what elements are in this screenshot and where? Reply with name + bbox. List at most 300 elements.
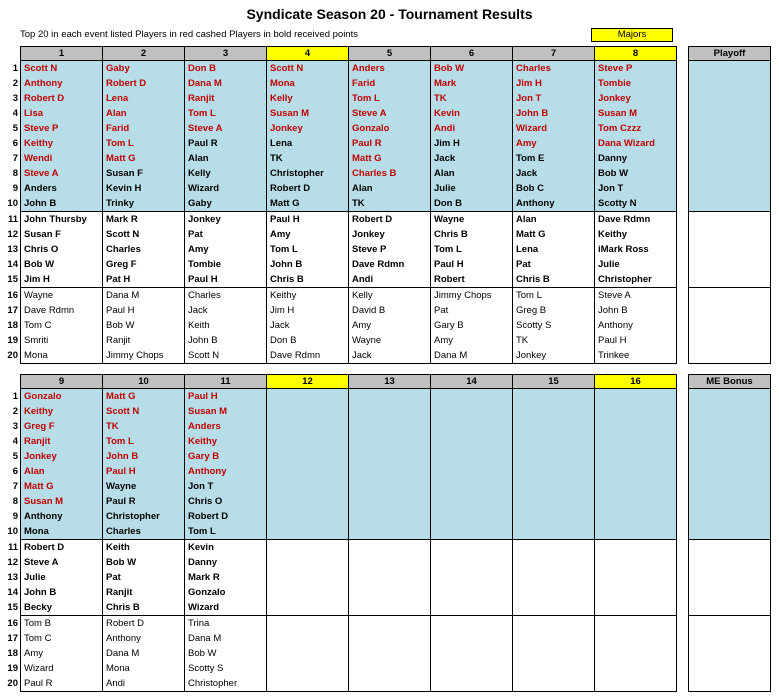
side-cell <box>689 212 771 228</box>
table-row <box>2 181 677 196</box>
player-cell: Kelly <box>267 91 349 106</box>
player-cell: Andi <box>349 272 431 288</box>
player-cell <box>595 464 677 479</box>
event-header: 10 <box>103 375 185 389</box>
player-cell: Danny <box>185 555 267 570</box>
row-number: 13 <box>7 244 18 255</box>
player-cell: Wendi <box>21 151 103 166</box>
player-cell: Dana M <box>431 348 513 364</box>
row-number: 19 <box>7 663 18 674</box>
player-cell: Scott N <box>267 61 349 77</box>
player-cell <box>349 646 431 661</box>
player-cell <box>595 600 677 616</box>
player-cell: Steve P <box>595 61 677 77</box>
player-cell <box>431 479 513 494</box>
player-cell: Dana M <box>103 646 185 661</box>
player-cell <box>513 631 595 646</box>
player-cell <box>513 646 595 661</box>
player-cell <box>513 540 595 556</box>
side-cell <box>689 404 771 419</box>
player-cell <box>267 464 349 479</box>
player-cell: Jim H <box>21 272 103 288</box>
player-cell <box>595 434 677 449</box>
player-cell <box>513 616 595 632</box>
player-cell: John B <box>513 106 595 121</box>
player-cell: Tom L <box>513 288 595 304</box>
side-cell <box>689 555 771 570</box>
me-bonus-table <box>688 374 771 692</box>
row-number-header <box>2 375 21 389</box>
player-cell: John B <box>103 449 185 464</box>
player-cell: Dana M <box>185 631 267 646</box>
row-number: 14 <box>7 259 18 270</box>
player-cell: Mark <box>431 76 513 91</box>
player-cell: Anthony <box>595 318 677 333</box>
player-cell <box>595 570 677 585</box>
player-cell: Tom C <box>21 631 103 646</box>
row-number: 17 <box>7 305 18 316</box>
player-cell: John B <box>21 585 103 600</box>
player-cell: Lisa <box>21 106 103 121</box>
side-cell <box>689 257 771 272</box>
row-number: 13 <box>7 572 18 583</box>
player-cell: TK <box>349 196 431 212</box>
player-cell <box>595 524 677 540</box>
table-row <box>2 91 677 106</box>
side-cell <box>689 585 771 600</box>
side-cell <box>689 661 771 676</box>
player-cell: Mark R <box>103 212 185 228</box>
row-number: 5 <box>12 123 18 134</box>
player-cell: Matt G <box>349 151 431 166</box>
player-cell <box>267 509 349 524</box>
player-cell <box>595 661 677 676</box>
table-row <box>2 449 677 464</box>
row-number: 9 <box>12 511 18 522</box>
event-header: 1 <box>21 47 103 61</box>
player-cell: Matt G <box>103 389 185 405</box>
row-number: 6 <box>12 138 18 149</box>
player-cell: Jonkey <box>513 348 595 364</box>
row-number: 2 <box>12 406 18 417</box>
player-cell: Trinky <box>103 196 185 212</box>
player-cell: Tom C <box>21 318 103 333</box>
row-number: 10 <box>7 198 18 210</box>
player-cell: Steve P <box>21 121 103 136</box>
player-cell: Charles B <box>349 166 431 181</box>
player-cell: Ranjit <box>103 585 185 600</box>
player-cell <box>431 494 513 509</box>
player-cell <box>267 389 349 405</box>
player-cell: Paul H <box>431 257 513 272</box>
player-cell: Keith <box>103 540 185 556</box>
player-cell: Robert D <box>267 181 349 196</box>
player-cell: Kevin <box>431 106 513 121</box>
player-cell: Christopher <box>267 166 349 181</box>
player-cell: Jack <box>513 166 595 181</box>
player-cell <box>431 616 513 632</box>
player-cell <box>513 419 595 434</box>
player-cell <box>349 676 431 692</box>
player-cell <box>267 646 349 661</box>
row-number: 1 <box>12 62 18 74</box>
side-cell <box>689 389 771 405</box>
player-cell: Mark R <box>185 570 267 585</box>
player-cell: Bob W <box>103 555 185 570</box>
row-number: 7 <box>12 153 18 164</box>
player-cell <box>267 661 349 676</box>
player-cell: Chris O <box>21 242 103 257</box>
table-row <box>2 434 677 449</box>
player-cell: Mona <box>267 76 349 91</box>
side-cell <box>689 570 771 585</box>
event-header: 16 <box>595 375 677 389</box>
event-header: 13 <box>349 375 431 389</box>
player-cell <box>431 570 513 585</box>
row-number: 15 <box>7 602 18 614</box>
player-cell: Amy <box>185 242 267 257</box>
player-cell <box>595 555 677 570</box>
player-cell: Tom L <box>349 91 431 106</box>
table-row <box>2 318 677 333</box>
player-cell: Susan M <box>185 404 267 419</box>
player-cell: Julie <box>21 570 103 585</box>
player-cell: Wizard <box>21 661 103 676</box>
side-cell <box>689 121 771 136</box>
player-cell <box>595 479 677 494</box>
event-header: 14 <box>431 375 513 389</box>
player-cell: Mona <box>21 348 103 364</box>
player-cell: Anthony <box>185 464 267 479</box>
player-cell <box>267 570 349 585</box>
player-cell: Danny <box>595 151 677 166</box>
player-cell: Susan F <box>21 227 103 242</box>
table-row <box>2 419 677 434</box>
player-cell: Gonzalo <box>21 389 103 405</box>
player-cell: Greg F <box>103 257 185 272</box>
player-cell <box>267 540 349 556</box>
row-number: 20 <box>7 350 18 362</box>
table-row <box>2 540 677 556</box>
player-cell: Steve A <box>349 106 431 121</box>
player-cell: Scotty S <box>513 318 595 333</box>
row-number: 8 <box>12 168 18 179</box>
player-cell: Keithy <box>185 434 267 449</box>
player-cell: Ranjit <box>21 434 103 449</box>
side-cell <box>689 318 771 333</box>
player-cell <box>513 449 595 464</box>
player-cell: Lena <box>513 242 595 257</box>
player-cell: Charles <box>513 61 595 77</box>
player-cell <box>513 570 595 585</box>
player-cell: Paul R <box>103 494 185 509</box>
player-cell: Keithy <box>21 136 103 151</box>
player-cell: John B <box>595 303 677 318</box>
player-cell: Wizard <box>185 181 267 196</box>
table-row <box>2 212 677 228</box>
table-row <box>2 227 677 242</box>
player-cell: Gaby <box>103 61 185 77</box>
event-header: 5 <box>349 47 431 61</box>
player-cell: Susan M <box>595 106 677 121</box>
event-header: 7 <box>513 47 595 61</box>
player-cell: Keith <box>185 318 267 333</box>
player-cell: Becky <box>21 600 103 616</box>
table-row <box>2 555 677 570</box>
player-cell: Tom L <box>103 136 185 151</box>
table-row <box>2 404 677 419</box>
player-cell: Jonkey <box>349 227 431 242</box>
player-cell: Charles <box>103 242 185 257</box>
side-cell <box>689 91 771 106</box>
side-cell <box>689 348 771 364</box>
player-cell: Robert <box>431 272 513 288</box>
player-cell: TK <box>431 91 513 106</box>
player-cell: Susan M <box>267 106 349 121</box>
player-cell <box>267 479 349 494</box>
player-cell: Wayne <box>103 479 185 494</box>
player-cell <box>595 449 677 464</box>
player-cell: TK <box>267 151 349 166</box>
side-cell <box>689 646 771 661</box>
player-cell: Scott N <box>103 227 185 242</box>
player-cell: Bob C <box>513 181 595 196</box>
table-row <box>2 646 677 661</box>
player-cell: Jonkey <box>595 91 677 106</box>
player-cell <box>513 494 595 509</box>
player-cell: Dave Rdmn <box>21 303 103 318</box>
player-cell <box>431 389 513 405</box>
player-cell: Susan M <box>21 494 103 509</box>
player-cell <box>431 555 513 570</box>
player-cell: Paul H <box>103 303 185 318</box>
player-cell: Don B <box>267 333 349 348</box>
side-cell <box>689 303 771 318</box>
player-cell <box>267 419 349 434</box>
row-number: 18 <box>7 320 18 331</box>
player-cell <box>513 585 595 600</box>
side-cell <box>689 288 771 304</box>
player-cell: Bob W <box>21 257 103 272</box>
player-cell <box>595 509 677 524</box>
player-cell: Keithy <box>21 404 103 419</box>
player-cell: Steve A <box>595 288 677 304</box>
player-cell <box>513 524 595 540</box>
player-cell <box>595 676 677 692</box>
player-cell <box>431 540 513 556</box>
player-cell <box>349 570 431 585</box>
player-cell: Steve A <box>185 121 267 136</box>
row-number: 10 <box>7 526 18 538</box>
table-row <box>2 494 677 509</box>
player-cell: John B <box>267 257 349 272</box>
table-row <box>2 585 677 600</box>
playoff-table <box>688 46 771 364</box>
player-cell <box>595 585 677 600</box>
player-cell: Jack <box>349 348 431 364</box>
side-cell <box>689 494 771 509</box>
table-row <box>2 151 677 166</box>
row-number: 16 <box>7 289 18 301</box>
player-cell: Jack <box>431 151 513 166</box>
player-cell <box>349 509 431 524</box>
player-cell: Amy <box>267 227 349 242</box>
player-cell: Wizard <box>185 600 267 616</box>
player-cell: Tom E <box>513 151 595 166</box>
player-cell: Pat <box>431 303 513 318</box>
player-cell: Pat <box>513 257 595 272</box>
row-number: 20 <box>7 678 18 690</box>
side-cell <box>689 76 771 91</box>
player-cell <box>431 404 513 419</box>
majors-legend: Majors <box>591 28 673 42</box>
player-cell: Steve A <box>21 166 103 181</box>
player-cell: Andi <box>103 676 185 692</box>
subtitle: Top 20 in each event listed Players in red cashed Players in bold received points <box>20 29 358 40</box>
table-row <box>2 464 677 479</box>
table-row <box>2 333 677 348</box>
player-cell: John Thursby <box>21 212 103 228</box>
player-cell <box>431 661 513 676</box>
table-row <box>2 272 677 288</box>
table-row <box>2 106 677 121</box>
table-row <box>2 616 677 632</box>
player-cell <box>431 524 513 540</box>
row-number: 17 <box>7 633 18 644</box>
player-cell <box>349 661 431 676</box>
row-number: 1 <box>12 390 18 402</box>
side-cell <box>689 600 771 616</box>
event-header: 3 <box>185 47 267 61</box>
player-cell: Tom L <box>185 524 267 540</box>
row-number: 5 <box>12 451 18 462</box>
row-number: 11 <box>7 213 18 225</box>
player-cell: Steve P <box>349 242 431 257</box>
table-row <box>2 631 677 646</box>
player-cell <box>349 540 431 556</box>
player-cell: Lena <box>103 91 185 106</box>
table-row <box>2 509 677 524</box>
table-row <box>2 348 677 364</box>
player-cell <box>595 389 677 405</box>
table-row <box>2 570 677 585</box>
side-cell <box>689 227 771 242</box>
player-cell <box>595 616 677 632</box>
player-cell: Tom L <box>267 242 349 257</box>
player-cell: Robert D <box>21 540 103 556</box>
player-cell: Bob W <box>595 166 677 181</box>
player-cell: Kelly <box>349 288 431 304</box>
player-cell: Keithy <box>267 288 349 304</box>
player-cell: Jim H <box>267 303 349 318</box>
row-number: 16 <box>7 617 18 629</box>
player-cell: Bob W <box>185 646 267 661</box>
player-cell: Robert D <box>21 91 103 106</box>
player-cell: Kevin <box>185 540 267 556</box>
player-cell: John B <box>21 196 103 212</box>
side-cell <box>689 166 771 181</box>
player-cell: Charles <box>185 288 267 304</box>
player-cell: Robert D <box>103 616 185 632</box>
side-cell <box>689 181 771 196</box>
player-cell <box>267 676 349 692</box>
row-number: 15 <box>7 274 18 286</box>
player-cell: Wayne <box>349 333 431 348</box>
player-cell: Jon T <box>185 479 267 494</box>
player-cell <box>595 631 677 646</box>
player-cell <box>267 555 349 570</box>
player-cell: Scott N <box>21 61 103 77</box>
player-cell <box>595 540 677 556</box>
player-cell: Amy <box>513 136 595 151</box>
player-cell: Tom B <box>21 616 103 632</box>
player-cell: TK <box>513 333 595 348</box>
player-cell <box>431 631 513 646</box>
player-cell: Andi <box>431 121 513 136</box>
row-number: 3 <box>12 93 18 104</box>
player-cell <box>267 404 349 419</box>
player-cell: Tombie <box>595 76 677 91</box>
player-cell: Trinkee <box>595 348 677 364</box>
player-cell <box>595 404 677 419</box>
player-cell <box>513 509 595 524</box>
player-cell: Ranjit <box>103 333 185 348</box>
player-cell: Jonkey <box>21 449 103 464</box>
player-cell: Farid <box>349 76 431 91</box>
table-row <box>2 136 677 151</box>
player-cell <box>513 555 595 570</box>
player-cell <box>431 419 513 434</box>
row-number: 4 <box>12 108 18 119</box>
player-cell: Christopher <box>185 676 267 692</box>
player-cell <box>431 464 513 479</box>
table-row <box>2 303 677 318</box>
player-cell: Charles <box>103 524 185 540</box>
player-cell: Chris B <box>103 600 185 616</box>
player-cell: Amy <box>349 318 431 333</box>
side-cell <box>689 136 771 151</box>
player-cell <box>349 389 431 405</box>
table-row <box>2 479 677 494</box>
player-cell <box>513 434 595 449</box>
player-cell: Chris B <box>267 272 349 288</box>
player-cell <box>513 661 595 676</box>
table-row <box>2 600 677 616</box>
player-cell <box>513 389 595 405</box>
player-cell: Gaby <box>185 196 267 212</box>
player-cell: Gonzalo <box>185 585 267 600</box>
side-cell <box>689 272 771 288</box>
row-number: 8 <box>12 496 18 507</box>
player-cell: Dave Rdmn <box>267 348 349 364</box>
player-cell: Don B <box>431 196 513 212</box>
player-cell: Lena <box>267 136 349 151</box>
player-cell: Tom Czzz <box>595 121 677 136</box>
player-cell: Keithy <box>595 227 677 242</box>
player-cell: Susan F <box>103 166 185 181</box>
table-row <box>2 61 677 77</box>
player-cell <box>267 524 349 540</box>
player-cell: iMark Ross <box>595 242 677 257</box>
player-cell <box>349 464 431 479</box>
player-cell <box>349 524 431 540</box>
player-cell: Steve A <box>21 555 103 570</box>
player-cell: Chris B <box>431 227 513 242</box>
player-cell: Smriti <box>21 333 103 348</box>
player-cell: Dana Wizard <box>595 136 677 151</box>
player-cell: Tom L <box>103 434 185 449</box>
player-cell: Greg B <box>513 303 595 318</box>
